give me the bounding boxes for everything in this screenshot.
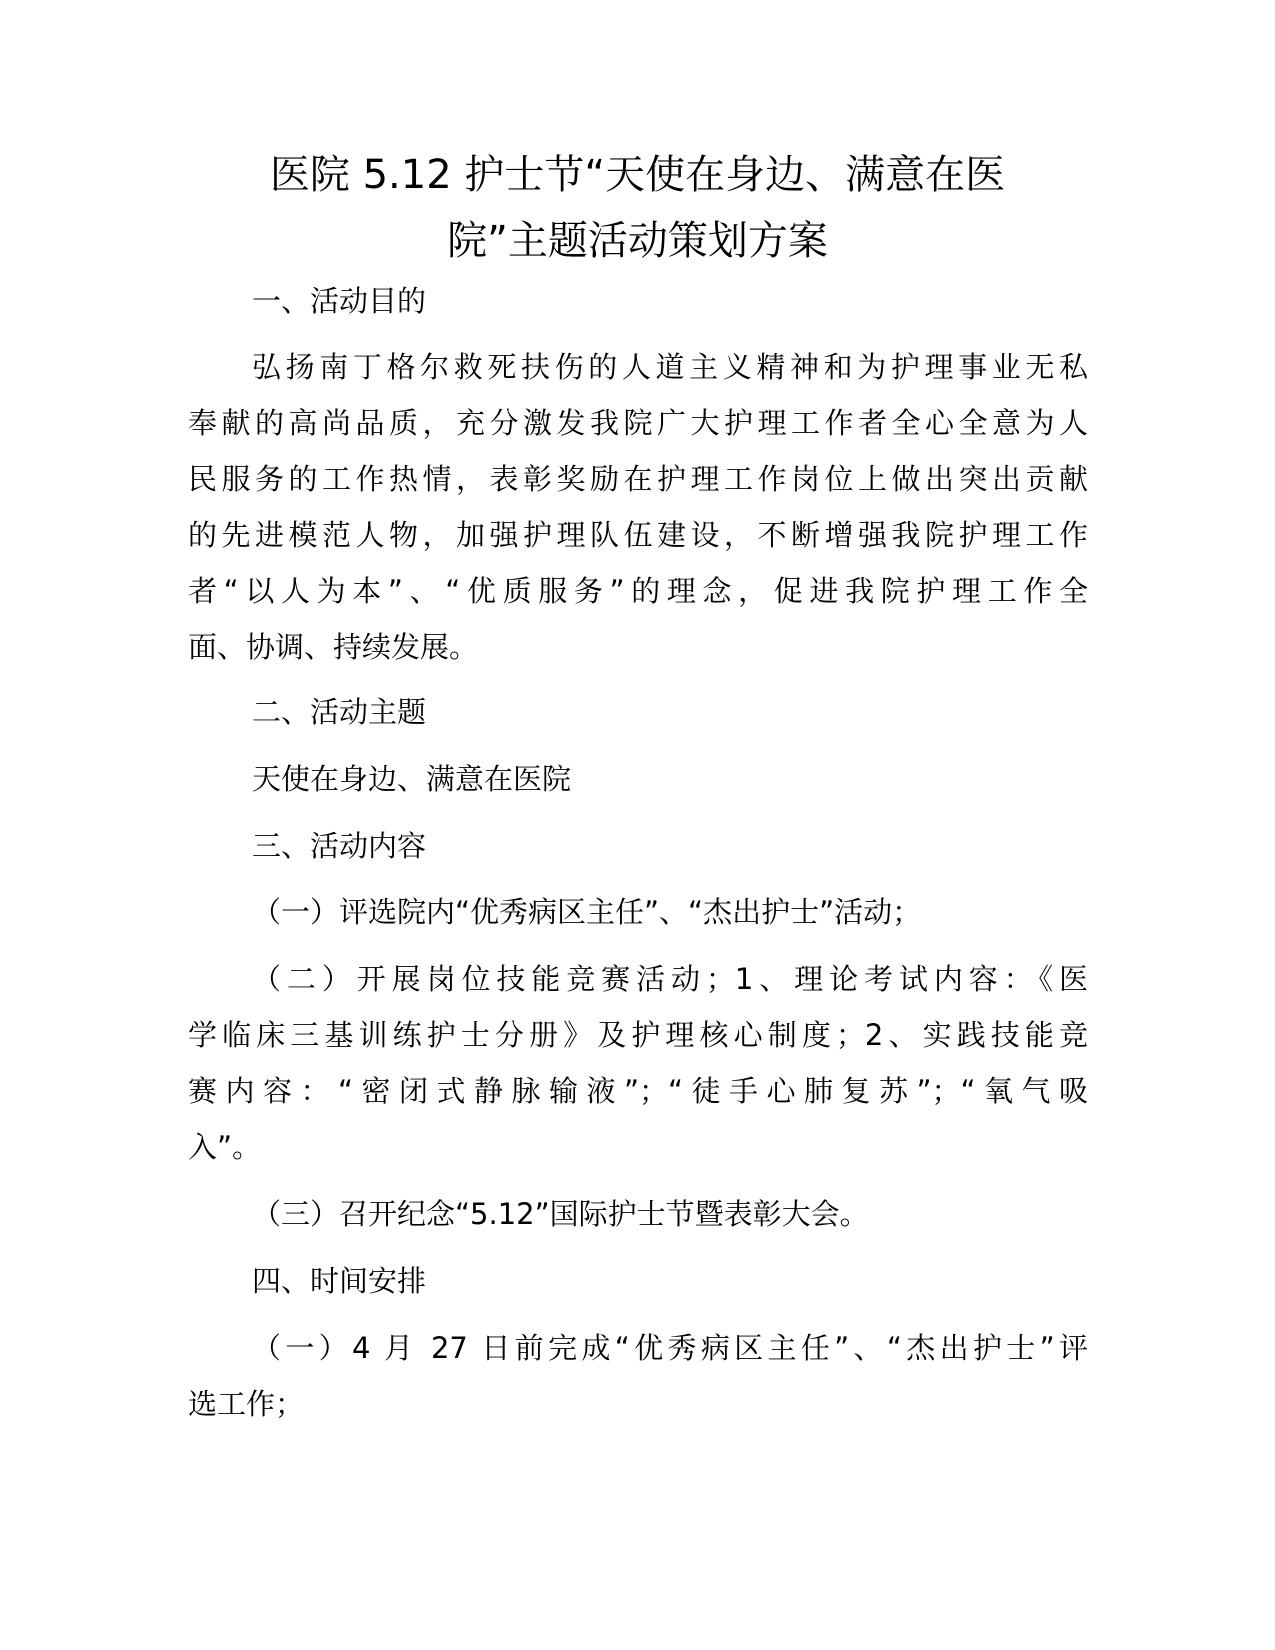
content-item-2-line: 入”。 — [188, 1130, 262, 1164]
schedule-item-1-line: 选工作； — [188, 1387, 305, 1421]
section-heading-content: 三、活动内容 — [252, 829, 427, 863]
schedule-item-1-line: （一）4 月 27 日前完成“优秀病区主任”、“杰出护士”评 — [252, 1331, 1088, 1365]
purpose-paragraph-line: 弘扬南丁格尔救死扶伤的人道主义精神和为护理事业无私 — [252, 350, 1088, 384]
purpose-paragraph-line: 的先进模范人物，加强护理队伍建设，不断增强我院护理工作 — [188, 518, 1088, 552]
content-item-2-line: （二）开展岗位技能竞赛活动；1、理论考试内容：《医 — [252, 962, 1088, 996]
section-heading-purpose: 一、活动目的 — [252, 284, 427, 318]
purpose-paragraph-line: 民服务的工作热情，表彰奖励在护理工作岗位上做出突出贡献 — [188, 462, 1088, 496]
section-heading-schedule: 四、时间安排 — [252, 1264, 427, 1298]
content-item-3: （三）召开纪念“5.12”国际护士节暨表彰大会。 — [252, 1197, 869, 1231]
content-item-2-line: 学临床三基训练护士分册》及护理核心制度；2、实践技能竞 — [188, 1018, 1088, 1052]
purpose-paragraph-line: 者“以人为本”、“优质服务”的理念，促进我院护理工作全 — [188, 574, 1088, 608]
theme-text: 天使在身边、满意在医院 — [252, 762, 572, 796]
document-title — [180, 142, 1095, 274]
purpose-paragraph-line: 面、协调、持续发展。 — [188, 630, 479, 664]
title-line-2: 院”主题活动策划方案 — [447, 218, 828, 264]
section-heading-theme: 二、活动主题 — [252, 695, 427, 729]
title-line-1: 医院 5.12 护士节“天使在身边、满意在医 — [269, 152, 1006, 198]
content-item-1: （一）评选院内“优秀病区主任”、“杰出护士”活动； — [252, 895, 922, 929]
content-item-2-line: 赛内容：“密闭式静脉输液”；“徒手心肺复苏”；“氧气吸 — [188, 1074, 1088, 1108]
purpose-paragraph-line: 奉献的高尚品质，充分激发我院广大护理工作者全心全意为人 — [188, 406, 1088, 440]
